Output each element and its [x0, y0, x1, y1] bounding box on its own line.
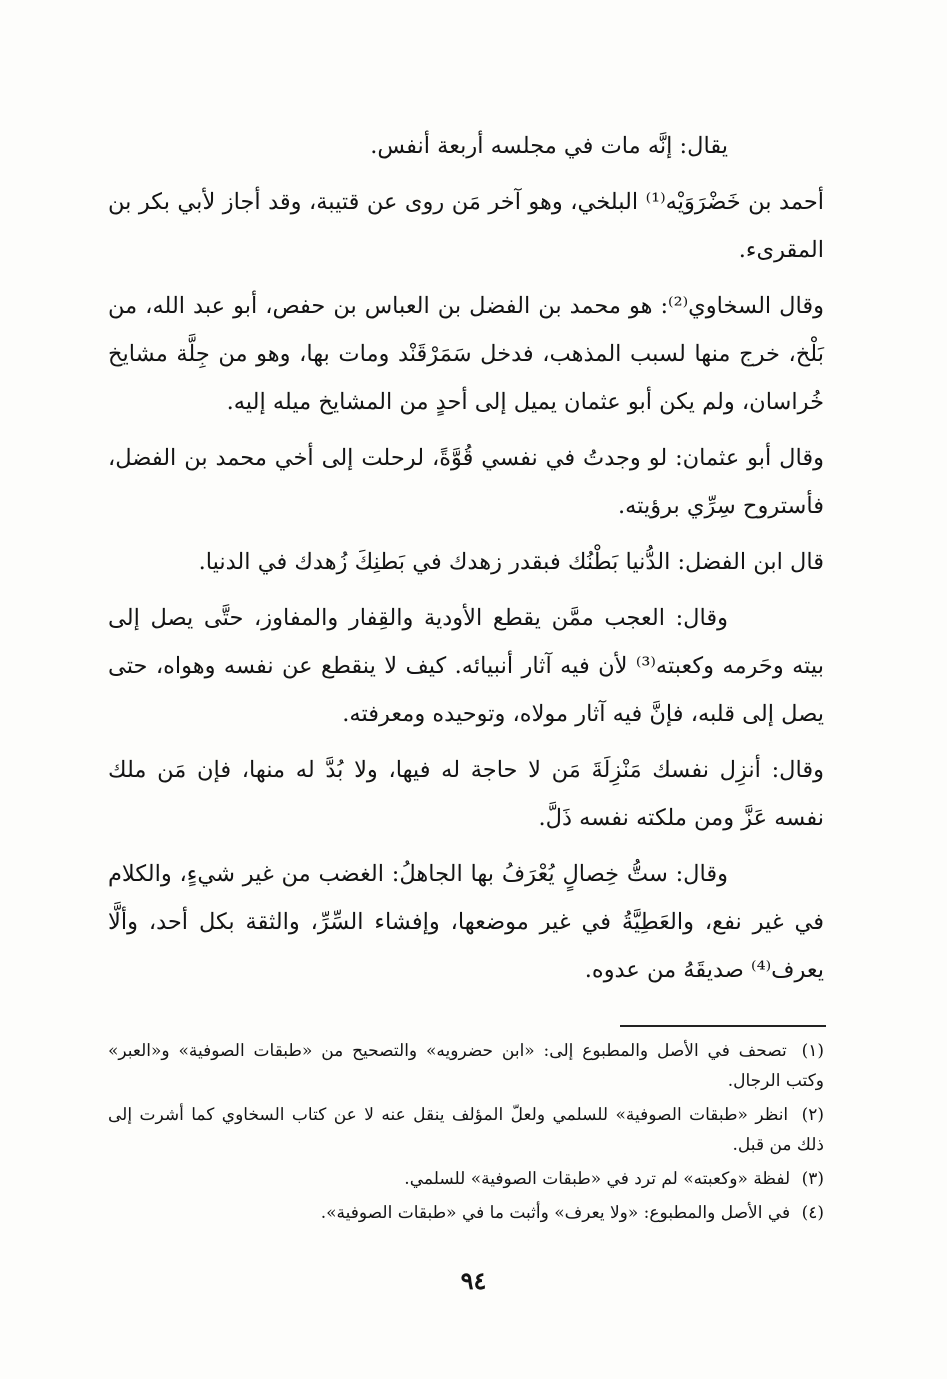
footnote-number: (٣): [801, 1169, 824, 1189]
footnote: [108, 1164, 824, 1194]
footnote: [108, 1036, 824, 1096]
paragraph: وقال أبو عثمان: لو وجدتُ في نفسي قُوَّةً، لرحلت إلى أخي محمد بن الفضل، فأستروح سِرِّي برؤيته.: [108, 445, 824, 519]
footnote: [108, 1198, 824, 1228]
paragraph: وقال: العجب ممَّن يقطع الأودية والقِفار والمفاوز، حتَّى يصل إلى بيته وحَرمه وكعبته⁽³⁾ لأن فيه آثار أنبيائه. كيف لا ينقطع عن نفسه وهواه، حتى يصل إلى قلبه، فإنَّ فيه آثار مولاه، وتوحيده ومعرفته.: [108, 605, 824, 727]
footnote-text: تصحف في الأصل والمطبوع إلى: «ابن حضرويه» والتصحيح من «طبقات الصوفية» و«العبر» وكتب الرجال.: [108, 1041, 824, 1091]
footnote-text: لفظة «وكعبته» لم ترد في «طبقات الصوفية» للسلمي.: [404, 1169, 791, 1189]
footnote-text: انظر «طبقات الصوفية» للسلمي ولعلّ المؤلف ينقل عنه لا عن كتاب السخاوي كما أشرت إلى ذلك من قبل.: [108, 1105, 824, 1155]
paragraph: وقال: ستُّ خِصالٍ يُعْرَفُ بها الجاهلُ: الغضب من غير شيءٍ، والكلام في غير نفع، والعَطِيَّةُ في غير موضعها، وإفشاء السِّرِّ، والثقة بكل أحد، وألَّا يعرف⁽⁴⁾ صديقَهُ من عدوه.: [108, 861, 824, 983]
footnote-number: (٢): [801, 1105, 824, 1125]
paragraph: يقال: إنَّه مات في مجلسه أربعة أنفس.: [370, 133, 728, 159]
footnote: [108, 1100, 824, 1160]
footnote-divider: [620, 1025, 826, 1027]
footnote-text: في الأصل والمطبوع: «ولا يعرف» وأثبت ما في «طبقات الصوفية».: [320, 1203, 791, 1223]
main-text: [108, 122, 824, 1002]
paragraph: أحمد بن خَضْرَوَيْه⁽¹⁾ البلخي، وهو آخر مَن روى عن قتيبة، وقد أجاز لأبي بكر بن المقرىء.: [108, 189, 824, 263]
footnotes: [108, 1036, 824, 1232]
footnote-number: (٤): [801, 1203, 824, 1223]
footnote-number: (١): [801, 1041, 824, 1061]
paragraph: وقال السخاوي⁽²⁾: هو محمد بن الفضل بن العباس بن حفص، أبو عبد الله، من بَلْخ، خرج منها لسبب المذهب، فدخل سَمَرْقَنْد ومات بها، وهو من جِلَّة مشايخ خُراسان، ولم يكن أبو عثمان يميل إلى أحدٍ من المشايخ ميله إليه.: [108, 293, 824, 415]
page-number: ٩٤: [460, 1266, 487, 1295]
paragraph: قال ابن الفضل: الدُّنيا بَطْنُك فبقدر زهدك في بَطنِكَ زُهدك في الدنيا.: [198, 549, 824, 575]
paragraph: وقال: أنزِل نفسك مَنْزِلَةَ مَن لا حاجة له فيها، ولا بُدَّ له منها، فإن مَن ملك نفسه عَزَّ ومن ملكته نفسه ذَلَّ.: [108, 757, 824, 831]
